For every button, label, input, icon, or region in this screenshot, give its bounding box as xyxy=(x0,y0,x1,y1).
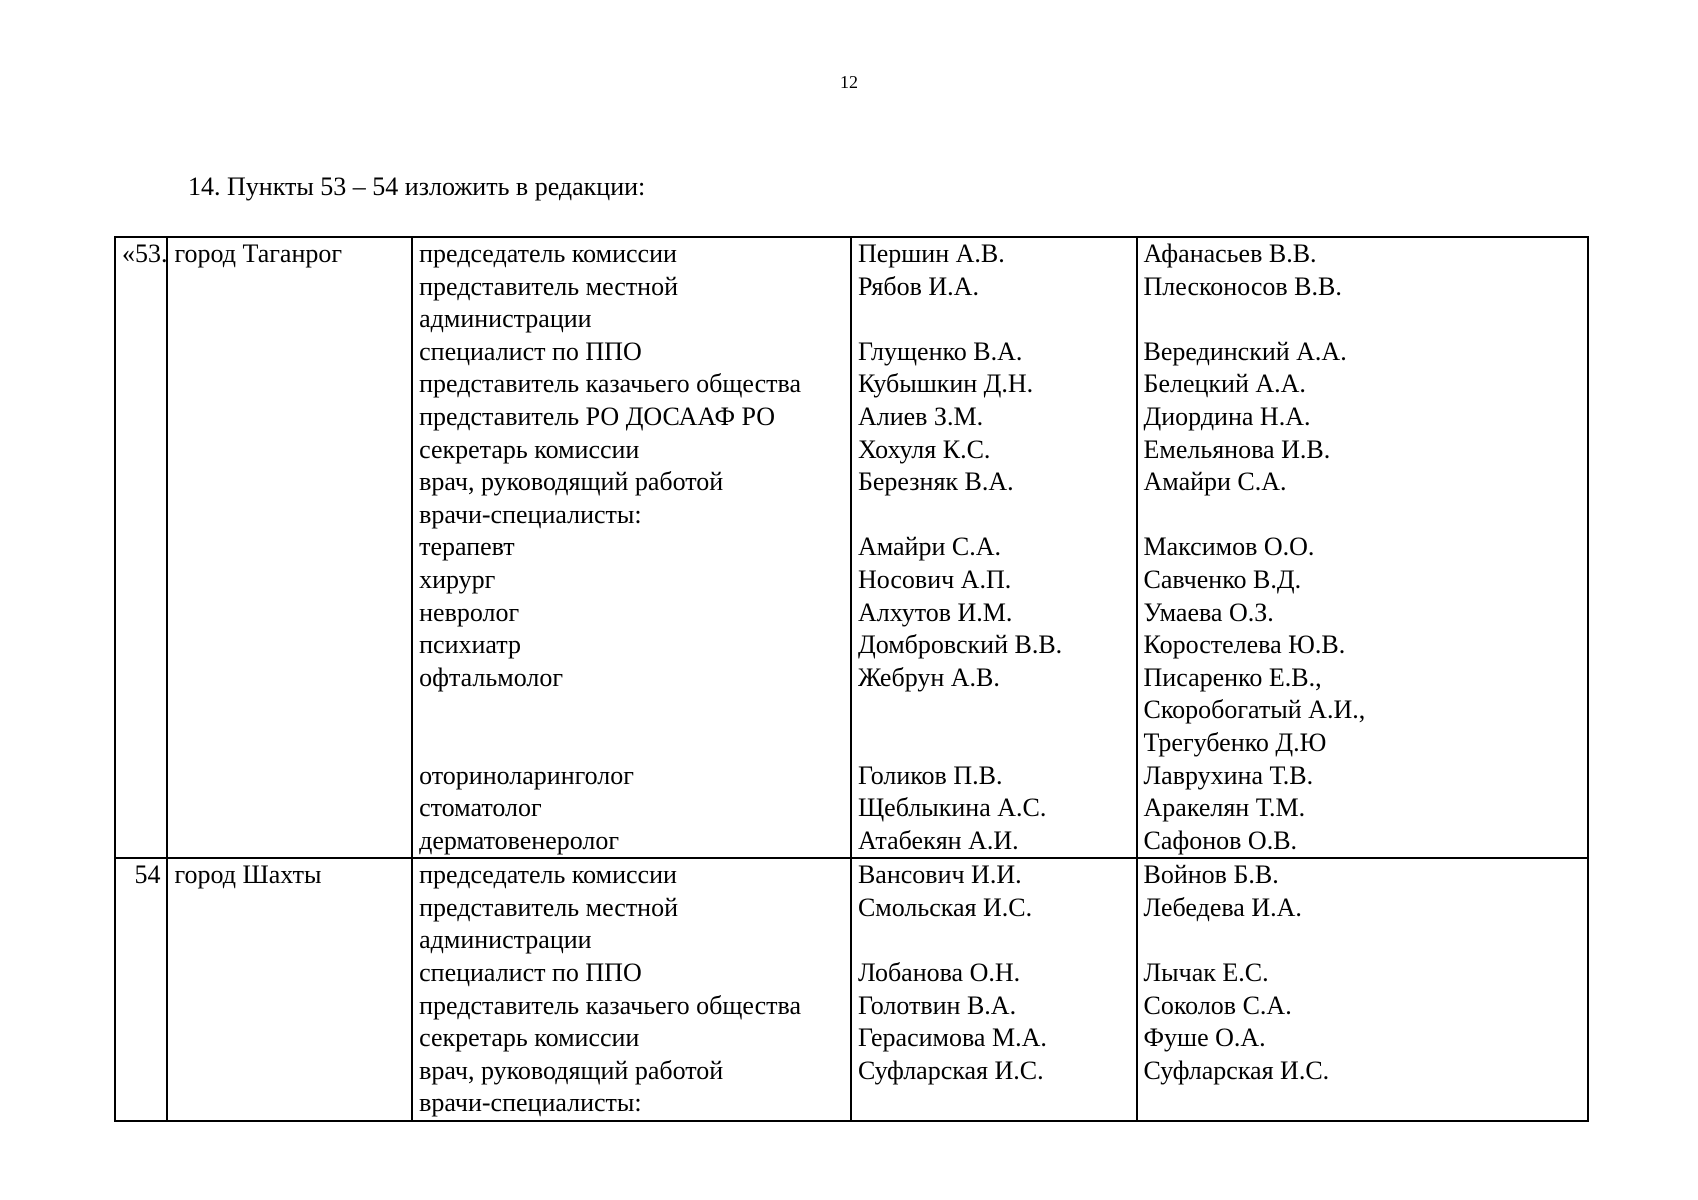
role-line: невролог xyxy=(419,597,520,627)
main-member-line: Лобанова О.Н. xyxy=(857,958,1021,988)
role-line: дерматовенеролог xyxy=(419,825,620,855)
role-line: врачи-специалисты: xyxy=(419,499,642,529)
reserve-member-line: Диордина Н.А. xyxy=(1143,401,1311,431)
role-line: администрации xyxy=(419,925,592,955)
reserve-member-line: Лаврухина Т.В. xyxy=(1143,760,1314,790)
main-member-line: Голотвин В.А. xyxy=(857,990,1017,1020)
main-member-line: Суфларская И.С. xyxy=(857,1055,1044,1085)
reserve-member-line xyxy=(1144,924,1581,957)
main-member-line: Вансович И.И. xyxy=(857,860,1022,890)
role-line: представитель местной xyxy=(419,892,679,922)
reserve-member-line: Лычак Е.С. xyxy=(1143,958,1269,988)
reserve-member-line: Войнов Б.В. xyxy=(1143,860,1279,890)
reserve-member-line: Писаренко Е.В., xyxy=(1143,662,1322,692)
main-member-line: Носович А.П. xyxy=(857,564,1012,594)
city-name: город Таганрог xyxy=(174,239,343,268)
main-member-line: Жебрун А.В. xyxy=(857,662,1000,692)
reserve-member-line xyxy=(1144,303,1581,336)
main-member-line: Щеблыкина А.С. xyxy=(857,793,1047,823)
role-line: председатель комиссии xyxy=(419,860,677,890)
role-line: председатель комиссии xyxy=(419,239,677,268)
main-member-line: Кубышкин Д.Н. xyxy=(857,369,1034,399)
role-line xyxy=(419,694,844,727)
role-line: специалист по ППО xyxy=(419,958,642,988)
commission-table-body xyxy=(115,237,1588,1121)
main-member-line xyxy=(858,727,1130,760)
role-line xyxy=(419,727,844,760)
role-line: представитель казачьего общества xyxy=(419,990,801,1020)
reserve-member-cell xyxy=(1137,237,1588,858)
reserve-member-line: Афанасьев В.В. xyxy=(1143,239,1317,268)
reserve-member-line: Соколов С.А. xyxy=(1143,990,1292,1020)
item-number-cell xyxy=(115,237,167,858)
role-cell xyxy=(412,858,851,1121)
reserve-member-line: Суфларская И.С. xyxy=(1143,1055,1330,1085)
role-line: секретарь комиссии xyxy=(419,434,640,464)
main-member-line: Хохуля К.С. xyxy=(857,434,991,464)
main-member-cell xyxy=(851,858,1137,1121)
role-line: офтальмолог xyxy=(419,662,563,692)
role-line: терапевт xyxy=(419,532,515,562)
reserve-member-line: Максимов О.О. xyxy=(1143,532,1315,562)
role-line: врач, руководящий работой xyxy=(419,467,724,497)
role-line: администрации xyxy=(419,304,592,334)
main-member-line xyxy=(858,694,1130,727)
main-member-cell xyxy=(851,237,1137,858)
main-member-line: Глущенко В.А. xyxy=(857,336,1023,366)
reserve-member-line xyxy=(1144,499,1581,532)
item-number: 54 xyxy=(134,860,161,890)
main-member-line xyxy=(858,303,1130,336)
table-row xyxy=(115,237,1588,858)
reserve-member-line xyxy=(1144,1087,1581,1120)
city-cell xyxy=(167,858,412,1121)
main-member-line: Першин А.В. xyxy=(857,239,1005,268)
role-line: психиатр xyxy=(419,630,521,660)
reserve-member-line: Сафонов О.В. xyxy=(1143,825,1298,855)
role-line: специалист по ППО xyxy=(419,336,642,366)
main-member-line: Смольская И.С. xyxy=(857,892,1033,922)
reserve-member-line: Трегубенко Д.Ю xyxy=(1143,727,1327,757)
role-line: представитель местной xyxy=(419,271,679,301)
reserve-member-line: Фуше О.А. xyxy=(1143,1023,1266,1053)
table-row xyxy=(115,858,1588,1121)
role-cell xyxy=(412,237,851,858)
main-member-line: Герасимова М.А. xyxy=(857,1023,1047,1053)
role-line: стоматолог xyxy=(419,793,542,823)
reserve-member-cell xyxy=(1137,858,1588,1121)
reserve-member-line: Савченко В.Д. xyxy=(1143,564,1302,594)
role-line: представитель РО ДОСААФ РО xyxy=(419,401,776,431)
commission-table xyxy=(114,236,1589,1122)
main-member-line: Амайри С.А. xyxy=(857,532,1001,562)
reserve-member-line: Аракелян Т.М. xyxy=(1143,793,1306,823)
role-line: представитель казачьего общества xyxy=(419,369,801,399)
role-line: врач, руководящий работой xyxy=(419,1055,724,1085)
main-member-line: Атабекян А.И. xyxy=(857,825,1019,855)
reserve-member-line: Амайри С.А. xyxy=(1143,467,1287,497)
reserve-member-line: Скоробогатый А.И., xyxy=(1143,695,1366,725)
reserve-member-line: Лебедева И.А. xyxy=(1143,892,1302,922)
role-line: хирург xyxy=(419,564,496,594)
main-member-line xyxy=(858,499,1130,532)
main-member-line: Алхутов И.М. xyxy=(857,597,1013,627)
reserve-member-line: Белецкий А.А. xyxy=(1143,369,1306,399)
role-line: оториноларинголог xyxy=(419,760,634,790)
role-line: врачи-специалисты: xyxy=(419,1088,642,1118)
main-member-line: Голиков П.В. xyxy=(857,760,1003,790)
main-member-line: Алиев З.М. xyxy=(857,401,984,431)
main-member-line xyxy=(858,1087,1130,1120)
city-cell xyxy=(167,237,412,858)
item-number: «53. xyxy=(122,239,168,268)
reserve-member-line: Коростелева Ю.В. xyxy=(1143,630,1346,660)
reserve-member-line: Плесконосов В.В. xyxy=(1143,271,1342,301)
page-number: 12 xyxy=(840,72,858,92)
reserve-member-line: Умаева О.З. xyxy=(1143,597,1274,627)
reserve-member-line: Верединский А.А. xyxy=(1143,336,1347,366)
main-member-line: Домбровский В.В. xyxy=(857,630,1063,660)
section-intro: 14. Пункты 53 – 54 изложить в редакции: xyxy=(188,172,646,201)
city-name: город Шахты xyxy=(174,860,322,890)
main-member-line: Рябов И.А. xyxy=(857,271,979,301)
reserve-member-line: Емельянова И.В. xyxy=(1143,434,1331,464)
main-member-line xyxy=(858,924,1130,957)
role-line: секретарь комиссии xyxy=(419,1023,640,1053)
item-number-cell xyxy=(115,858,167,1121)
main-member-line: Березняк В.А. xyxy=(857,467,1014,497)
